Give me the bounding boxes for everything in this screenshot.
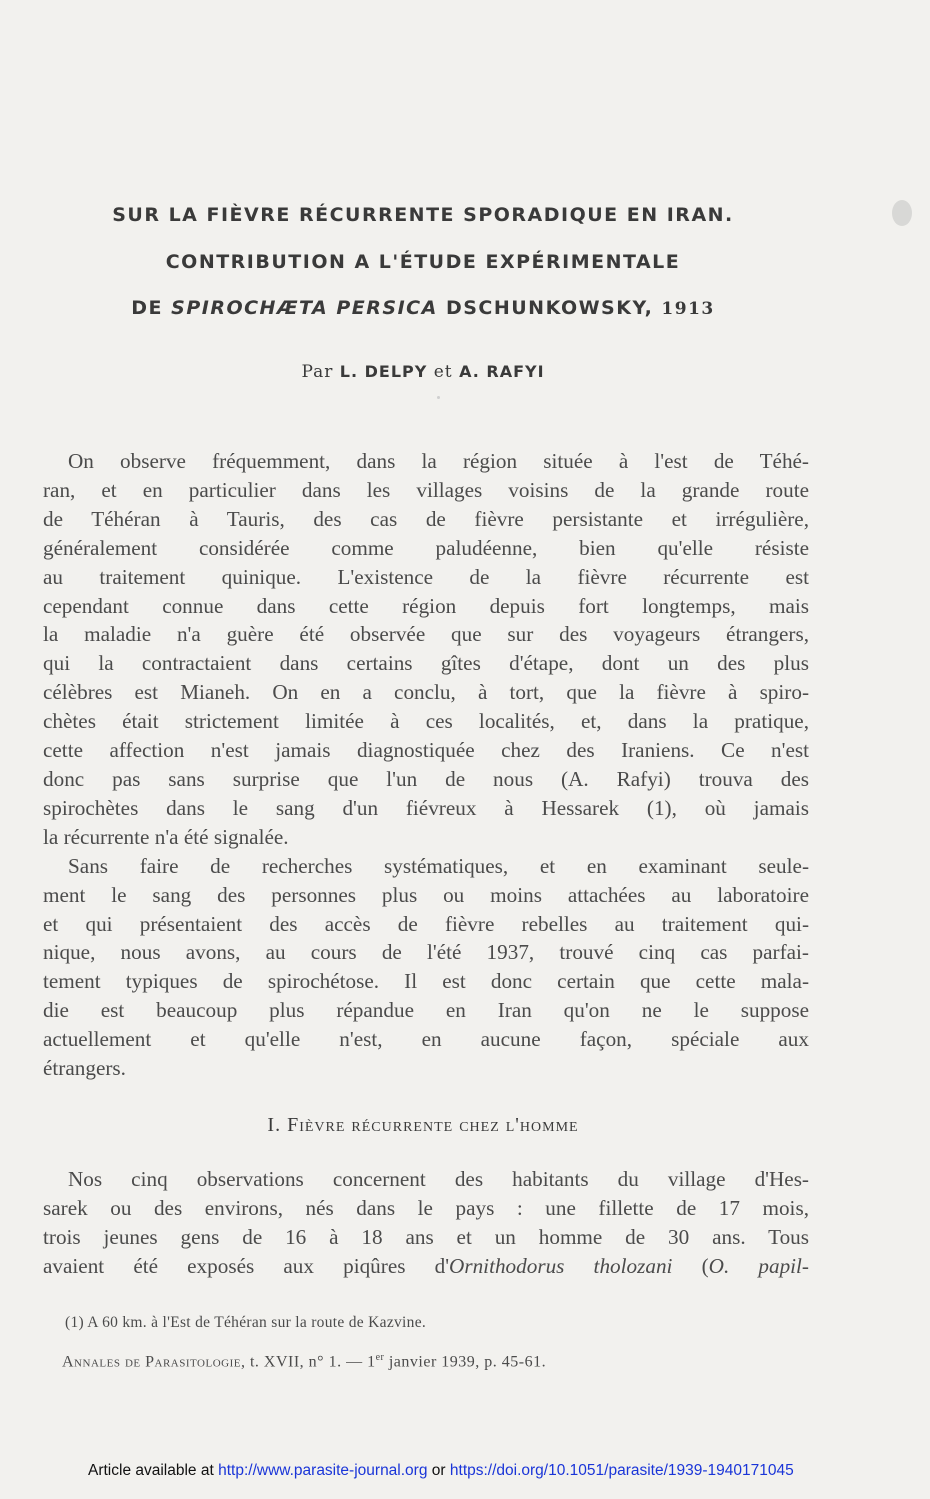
section-line-2: sarek ou des environs, nés dans le pays : une fillette de 17 mois,: [43, 1195, 809, 1220]
section-line-4-start: avaient été exposés aux piqûres d': [43, 1253, 450, 1278]
section-title: Fièvre récurrente chez l'homme: [287, 1114, 579, 1136]
author-1: L. DELPY: [339, 362, 428, 381]
text-line: ran, et en particulier dans les villages voisins de la grande route: [43, 477, 809, 502]
section-heading: [0, 1114, 846, 1137]
journal-details-a: t. XVII, n° 1. — 1: [249, 1353, 376, 1371]
text-line: nique, nous avons, au cours de l'été 1937, trouvé cinq cas parfai-: [43, 940, 809, 965]
text-line: ment le sang des personnes plus ou moins attachées au laboratoire: [43, 882, 809, 907]
text-line: actuellement et qu'elle n'est, en aucune façon, spéciale aux: [43, 1027, 809, 1052]
title-prefix: DE: [131, 297, 164, 319]
scan-artifact: [892, 200, 912, 226]
text-line: cependant connue dans cette région depuis fort longtemps, mais: [43, 593, 809, 618]
section-line-3: trois jeunes gens de 16 à 18 ans et un homme de 30 ans. Tous: [43, 1224, 809, 1249]
text-line: de Téhéran à Tauris, des cas de fièvre persistante et irrégulière,: [43, 506, 809, 531]
species-abbrev: O. papil-: [708, 1253, 809, 1278]
text-line: cette affection n'est jamais diagnostiquée chez des Iraniens. Ce n'est: [43, 738, 809, 763]
title-line-1: SUR LA FIÈVRE RÉCURRENTE SPORADIQUE EN IRAN.: [112, 204, 734, 226]
title-line-3: [0, 297, 846, 319]
section-paragraph: [43, 1165, 809, 1281]
text-line: et qui présentaient des accès de fièvre rebelles au traitement qui-: [43, 911, 809, 936]
text-line: donc pas sans surprise que l'un de nous (A. Rafyi) trouva des: [43, 766, 809, 791]
scan-artifact: [437, 396, 440, 399]
footnote: (1) A 60 km. à l'Est de Téhéran sur la route de Kazvine.: [65, 1314, 427, 1331]
text-line: la récurrente n'a été signalée.: [43, 824, 289, 849]
paragraph: [43, 447, 809, 852]
doi-link[interactable]: https://doi.org/10.1051/parasite/1939-1940171045: [449, 1462, 794, 1479]
text-line: Sans faire de recherches systématiques, et en examinant seule-: [68, 853, 809, 878]
text-line: On observe fréquemment, dans la région située à l'est de Téhé-: [68, 449, 809, 473]
availability-or: or: [431, 1462, 446, 1479]
availability-footer: [88, 1462, 908, 1480]
journal-reference: [62, 1352, 842, 1371]
journal-link[interactable]: http://www.parasite-journal.org: [218, 1462, 428, 1479]
text-line: étrangers.: [43, 1056, 126, 1081]
section-line-4: [43, 1252, 809, 1281]
introduction-text: [43, 447, 809, 1083]
byline: [0, 362, 846, 382]
text-line: qui la contractaient dans certains gîtes d'étape, dont un des plus: [43, 651, 809, 676]
section-line-1: Nos cinq observations concernent des habitants du village d'Hes-: [68, 1167, 809, 1191]
availability-prefix: Article available at: [88, 1462, 214, 1479]
text-line: généralement considérée comme paludéenne, bien qu'elle résiste: [43, 535, 809, 560]
species-name: Ornithodorus tholozani: [449, 1253, 673, 1278]
byline-par: Par: [301, 362, 334, 382]
text-line: la maladie n'a guère été observée que sur des voyageurs étrangers,: [43, 622, 809, 647]
paragraph: [43, 852, 809, 1083]
text-line: chètes était strictement limitée à ces localités, et, dans la pratique,: [43, 709, 809, 734]
journal-details-sup: er: [375, 1352, 385, 1363]
journal-details-b: janvier 1939, p. 45-61.: [384, 1353, 547, 1371]
title-year: 1913: [661, 299, 715, 319]
paren-open: (: [672, 1253, 709, 1278]
author-2: A. RAFYI: [459, 362, 545, 381]
journal-name: Annales de Parasitologie,: [62, 1353, 246, 1371]
text-line: die est beaucoup plus répandue en Iran qu'on ne le suppose: [43, 998, 809, 1023]
title-species: SPIROCHÆTA PERSICA: [171, 297, 438, 319]
text-line: célèbres est Mianeh. On en a conclu, à tort, que la fièvre à spiro-: [43, 680, 809, 705]
text-line: tement typiques de spirochétose. Il est donc certain que cette mala-: [43, 969, 809, 994]
text-line: spirochètes dans le sang d'un fiévreux à Hessarek (1), où jamais: [43, 795, 809, 820]
byline-et: et: [433, 362, 453, 382]
section-number: I.: [267, 1114, 282, 1136]
title-line-2: CONTRIBUTION A L'ÉTUDE EXPÉRIMENTALE: [165, 251, 681, 273]
title-author: DSCHUNKOWSKY,: [445, 297, 654, 319]
text-line: au traitement quinique. L'existence de la fièvre récurrente est: [43, 564, 809, 589]
